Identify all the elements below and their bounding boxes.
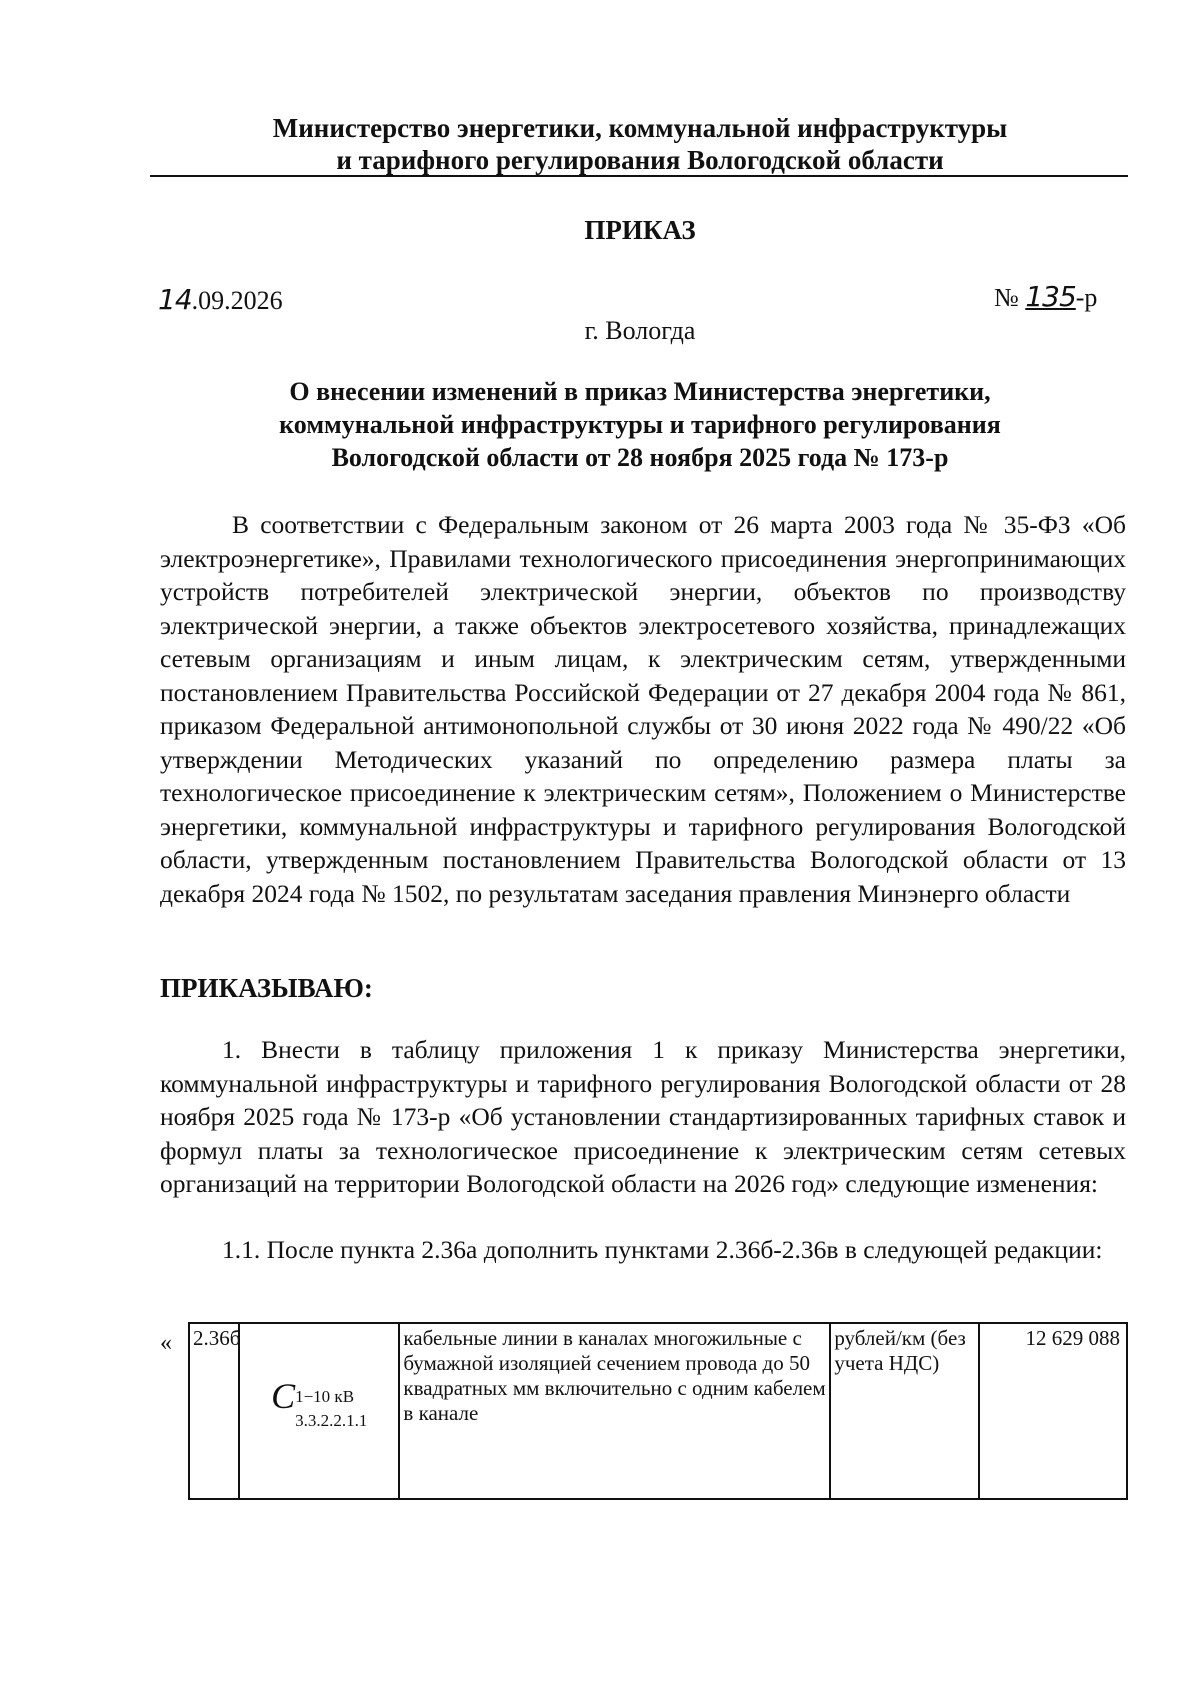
formula-superscript: 1−10 кВ	[295, 1387, 355, 1406]
subject-line-1: О внесении изменений в приказ Министерства энергетики,	[289, 377, 991, 406]
order-word: ПРИКАЗЫВАЮ:	[160, 973, 373, 1003]
row-number-cell: 2.36б	[189, 1323, 239, 1499]
number-suffix: -р	[1075, 283, 1098, 312]
date-handwritten: 14	[158, 283, 192, 316]
order-subject	[150, 375, 1130, 474]
doc-type-title: ПРИКАЗ	[584, 215, 696, 245]
formula-cell	[239, 1323, 399, 1499]
table-row	[189, 1323, 1127, 1499]
open-quote: «	[160, 1330, 172, 1356]
ministry-line-1: Министерство энергетики, коммунальной инфраструктуры	[272, 113, 1008, 143]
value-cell: 12 629 088	[979, 1323, 1127, 1499]
subject-line-2: коммунальной инфраструктуры и тарифного регулирования	[279, 410, 1001, 439]
ministry-header	[150, 112, 1130, 176]
formula-subscript: 3.3.2.2.1.1	[295, 1411, 368, 1430]
subject-line-3: Вологодской области от 28 ноября 2025 года № 173-р	[331, 443, 949, 472]
item-1-paragraph: 1. Внести в таблицу приложения 1 к приказу Министерства энергетики, коммунальной инфраструктуры и тарифного регулирования Вологодской области от 28 ноября 2025 года № 173-р «Об установлении стандартизированных тарифных ставок и формул платы за технологическое присоединение к электрическим сетям сетевых организаций на территории Вологодской области на 2026 год» следующие изменения:	[160, 1035, 1126, 1198]
tariff-table	[188, 1322, 1128, 1500]
unit-cell: рублей/км (без учета НДС)	[830, 1323, 978, 1499]
number-handwritten: 135	[1025, 280, 1076, 313]
city: г. Вологда	[584, 316, 696, 345]
order-number	[994, 280, 1097, 313]
formula-symbol: C	[271, 1376, 296, 1416]
item-1-1-paragraph: 1.1. После пункта 2.36а дополнить пунктами 2.36б-2.36в в следующей редакции:	[222, 1235, 1103, 1264]
header-divider	[150, 175, 1128, 177]
order-date	[158, 283, 283, 316]
preamble-paragraph: В соответствии с Федеральным законом от 26 марта 2003 года № 35-ФЗ «Об электроэнергетике», Правилами технологического присоединения энергопринимающих устройств потребителей электрической энергии, объектов по производству электрической энергии, а также объектов электросетевого хозяйства, принадлежащих сетевым организациям и иным лицам, к электрическим сетям, утвержденными постановлением Правительства Российской Федерации от 27 декабря 2004 года № 861, приказом Федеральной антимонопольной службы от 30 июня 2022 года № 490/22 «Об утверждении Методических указаний по определению размера платы за технологическое присоединение к электрическим сетям», Положением о Министерстве энергетики, коммунальной инфраструктуры и тарифного регулирования Вологодской области, утвержденным постановлением Правительства Вологодской области от 13 декабря 2024 года № 1502, по результатам заседания правления Минэнерго области	[160, 510, 1126, 908]
number-prefix: №	[994, 283, 1019, 312]
description-cell: кабельные линии в каналах многожильные с бумажной изоляцией сечением провода до 50 квадратных мм включительно с одним кабелем в канале	[399, 1323, 830, 1499]
date-printed: .09.2026	[191, 286, 283, 315]
ministry-line-2: и тарифного регулирования Вологодской области	[336, 145, 944, 175]
rate-formula	[243, 1326, 395, 1496]
